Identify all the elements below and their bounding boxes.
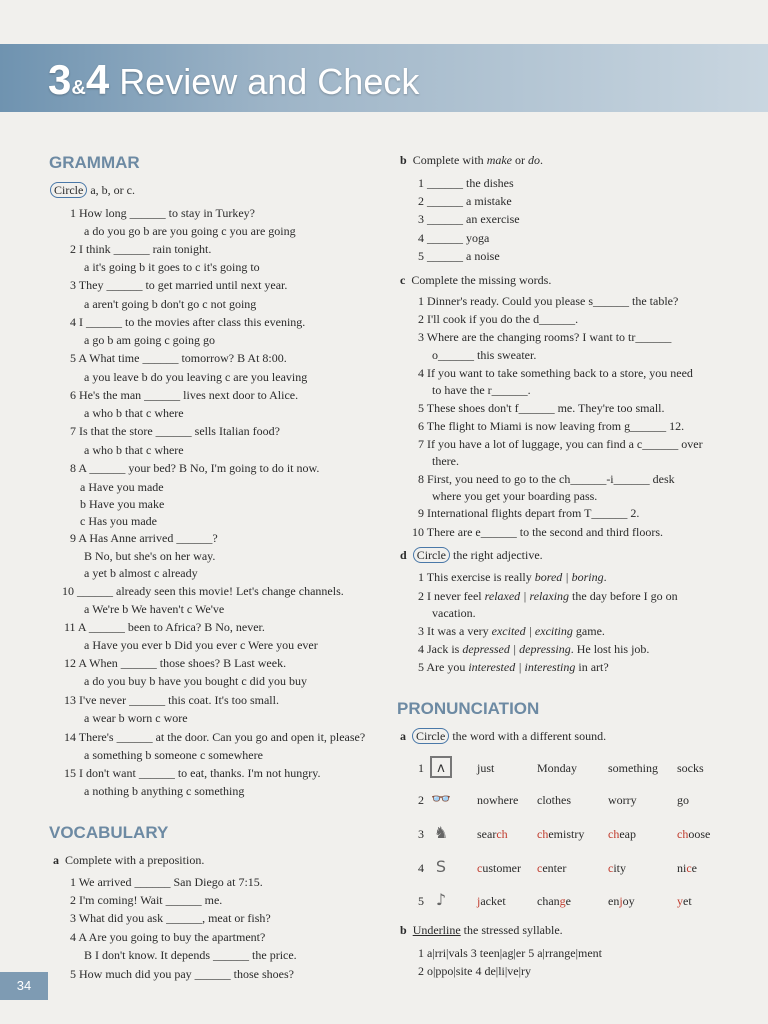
- grammar-line: a Have you ever b Did you ever c Were you ever: [84, 638, 318, 652]
- pron-word[interactable]: nice: [677, 861, 697, 875]
- pron-word[interactable]: worry: [608, 793, 637, 807]
- vocab-c-line: where you get your boarding pass.: [432, 489, 598, 503]
- vocab-d-line: 1 This exercise is really bored | boring.: [418, 570, 607, 584]
- chess-icon: ♞: [433, 823, 449, 842]
- pron-word[interactable]: jacket: [477, 894, 506, 908]
- stress-line-1: 1 a|rri|vals 3 teen|ag|er 5 a|rrange|ment: [418, 946, 602, 960]
- page-number: 34: [0, 972, 48, 1000]
- page-title: 3&4 Review and Check: [48, 56, 420, 103]
- pron-word[interactable]: city: [608, 861, 626, 875]
- vocab-b-line: 2 ______ a mistake: [418, 194, 512, 208]
- grammar-line: 8 A ______ your bed? B No, I'm going to do it now.: [70, 461, 320, 475]
- vocab-d-line: 4 Jack is depressed | depressing. He lost his job.: [418, 642, 650, 656]
- adjective-options[interactable]: relaxed | relaxing: [484, 589, 570, 603]
- pron-word[interactable]: cheap: [608, 827, 636, 841]
- vocab-a-instruction: a Complete with a preposition.: [53, 853, 205, 867]
- grammar-line: c Has you made: [80, 514, 157, 528]
- vocabulary-heading: VOCABULARY: [49, 823, 169, 842]
- vocab-d-line: vacation.: [432, 606, 476, 620]
- vocab-a-line: 1 We arrived ______ San Diego at 7:15.: [70, 875, 263, 889]
- grammar-line: a who b that c where: [84, 443, 184, 457]
- grammar-line: b Have you make: [80, 497, 165, 511]
- adjective-options[interactable]: depressed | depressing: [462, 642, 571, 656]
- grammar-line: 4 I ______ to the movies after class this evening.: [70, 315, 306, 329]
- vocab-c-line: 10 There are e______ to the second and third floors.: [412, 525, 664, 539]
- pron-word[interactable]: search: [477, 827, 508, 841]
- up-arrow-icon: ʌ: [430, 756, 452, 778]
- grammar-line: a you leave b do you leaving c are you leaving: [84, 370, 308, 384]
- grammar-line: a Have you made: [80, 480, 164, 494]
- grammar-line: a aren't going b don't go c not going: [84, 297, 257, 311]
- vocab-b-instruction: b Complete with make or do.: [400, 153, 544, 167]
- grammar-instruction: Circle a, b, or c.: [50, 183, 135, 197]
- pron-row-number: 5: [418, 894, 424, 908]
- vocab-b-line: 3 ______ an exercise: [418, 212, 520, 226]
- grammar-heading: GRAMMAR: [49, 153, 140, 172]
- grammar-line: 5 A What time ______ tomorrow? B At 8:00.: [70, 351, 287, 365]
- vocab-c-line: 2 I'll cook if you do the d______.: [418, 312, 579, 326]
- vocab-b-line: 4 ______ yoga: [418, 231, 490, 245]
- adjective-options[interactable]: excited | exciting: [491, 624, 573, 638]
- pron-word[interactable]: choose: [677, 827, 711, 841]
- grammar-line: a do you go b are you going c you are going: [84, 224, 296, 238]
- vocab-c-line: 4 If you want to take something back to a store, you need: [418, 366, 693, 380]
- grammar-line: 11 A ______ been to Africa? B No, never.: [64, 620, 265, 634]
- grammar-line: 13 I've never ______ this coat. It's too small.: [64, 693, 279, 707]
- grammar-line: 1 How long ______ to stay in Turkey?: [70, 206, 256, 220]
- pron-word[interactable]: socks: [677, 761, 704, 775]
- pron-row-number: 3: [418, 827, 424, 841]
- grammar-line: 6 He's the man ______ lives next door to Alice.: [70, 388, 299, 402]
- pron-word[interactable]: customer: [477, 861, 521, 875]
- vocab-c-line: 1 Dinner's ready. Could you please s______ the table?: [418, 294, 679, 308]
- vocab-b-line: 1 ______ the dishes: [418, 176, 514, 190]
- pron-row-number: 4: [418, 861, 424, 875]
- grammar-line: 3 They ______ to get married until next year.: [70, 278, 288, 292]
- grammar-line: a yet b almost c already: [84, 566, 198, 580]
- adjective-options[interactable]: bored | boring: [534, 570, 604, 584]
- vocab-a-line: 4 A Are you going to buy the apartment?: [70, 930, 266, 944]
- vocab-a-line: 5 How much did you pay ______ those shoes?: [70, 967, 294, 981]
- vocab-c-line: 6 The flight to Miami is now leaving from g______ 12.: [418, 419, 685, 433]
- pron-word[interactable]: change: [537, 894, 571, 908]
- grammar-line: a nothing b anything c something: [84, 784, 245, 798]
- vocab-a-line: 3 What did you ask ______, meat or fish?: [70, 911, 271, 925]
- grammar-line: a who b that c where: [84, 406, 184, 420]
- grammar-line: a wear b worn c wore: [84, 711, 188, 725]
- grammar-line: B No, but she's on her way.: [84, 549, 216, 563]
- vocab-c-line: 7 If you have a lot of luggage, you can find a c______ over: [418, 437, 703, 451]
- vocab-d-instruction: d Circle the right adjective.: [400, 548, 543, 562]
- pron-word[interactable]: something: [608, 761, 658, 775]
- pron-word[interactable]: go: [677, 793, 689, 807]
- grammar-line: 10 ______ already seen this movie! Let's change channels.: [62, 584, 344, 598]
- vocab-c-line: 9 International flights depart from T______ 2.: [418, 506, 640, 520]
- stress-line-2: 2 o|ppo|site 4 de|li|ve|ry: [418, 964, 531, 978]
- pronunciation-heading: PRONUNCIATION: [397, 699, 540, 718]
- grammar-line: 14 There's ______ at the door. Can you go and open it, please?: [64, 730, 366, 744]
- vocab-d-line: 2 I never feel relaxed | relaxing the day before I go on: [418, 589, 678, 603]
- grammar-line: 12 A When ______ those shoes? B Last week.: [64, 656, 287, 670]
- vocab-a-line: 2 I'm coming! Wait ______ me.: [70, 893, 223, 907]
- grammar-line: 2 I think ______ rain tonight.: [70, 242, 212, 256]
- grammar-line: a We're b We haven't c We've: [84, 602, 225, 616]
- vocab-c-line: 8 First, you need to go to the ch______-i______ desk: [418, 472, 675, 486]
- pron-word[interactable]: center: [537, 861, 567, 875]
- vocab-d-line: 3 It was a very excited | exciting game.: [418, 624, 605, 638]
- vocab-d-line: 5 Are you interested | interesting in art?: [418, 660, 609, 674]
- pron-word[interactable]: chemistry: [537, 827, 585, 841]
- snake-icon: S: [435, 857, 447, 876]
- grammar-line: 7 Is that the store ______ sells Italian food?: [70, 424, 280, 438]
- grammar-line: a it's going b it goes to c it's going to: [84, 260, 260, 274]
- glasses-icon: 👓: [431, 789, 451, 808]
- vocab-c-line: 3 Where are the changing rooms? I want to tr______: [418, 330, 672, 344]
- pron-word[interactable]: Monday: [537, 761, 577, 775]
- grammar-line: a do you buy b have you bought c did you buy: [84, 674, 307, 688]
- grammar-line: 9 A Has Anne arrived ______?: [70, 531, 218, 545]
- vocab-c-line: to have the r______.: [432, 383, 531, 397]
- pron-word[interactable]: clothes: [537, 793, 571, 807]
- pron-word[interactable]: enjoy: [608, 894, 635, 908]
- pron-row-number: 2: [418, 793, 424, 807]
- vocab-c-instruction: c Complete the missing words.: [400, 273, 552, 287]
- pron-b-instruction: b Underline the stressed syllable.: [400, 923, 563, 937]
- jazz-icon: ♪: [435, 890, 447, 909]
- pron-word[interactable]: yet: [677, 894, 692, 908]
- pron-row-number: 1: [418, 761, 424, 775]
- pron-word[interactable]: just: [477, 761, 495, 775]
- grammar-line: a go b am going c going go: [84, 333, 215, 347]
- vocab-c-line: 5 These shoes don't f______ me. They're too small.: [418, 401, 665, 415]
- grammar-line: a something b someone c somewhere: [84, 748, 263, 762]
- vocab-b-line: 5 ______ a noise: [418, 249, 500, 263]
- adjective-options[interactable]: interested | interesting: [468, 660, 576, 674]
- grammar-line: 15 I don't want ______ to eat, thanks. I'm not hungry.: [64, 766, 321, 780]
- vocab-c-line: there.: [432, 454, 459, 468]
- vocab-a-line: B I don't know. It depends ______ the price.: [84, 948, 297, 962]
- vocab-c-line: o______ this sweater.: [432, 348, 537, 362]
- pron-a-instruction: a Circle the word with a different sound.: [400, 729, 607, 743]
- pron-word[interactable]: nowhere: [477, 793, 519, 807]
